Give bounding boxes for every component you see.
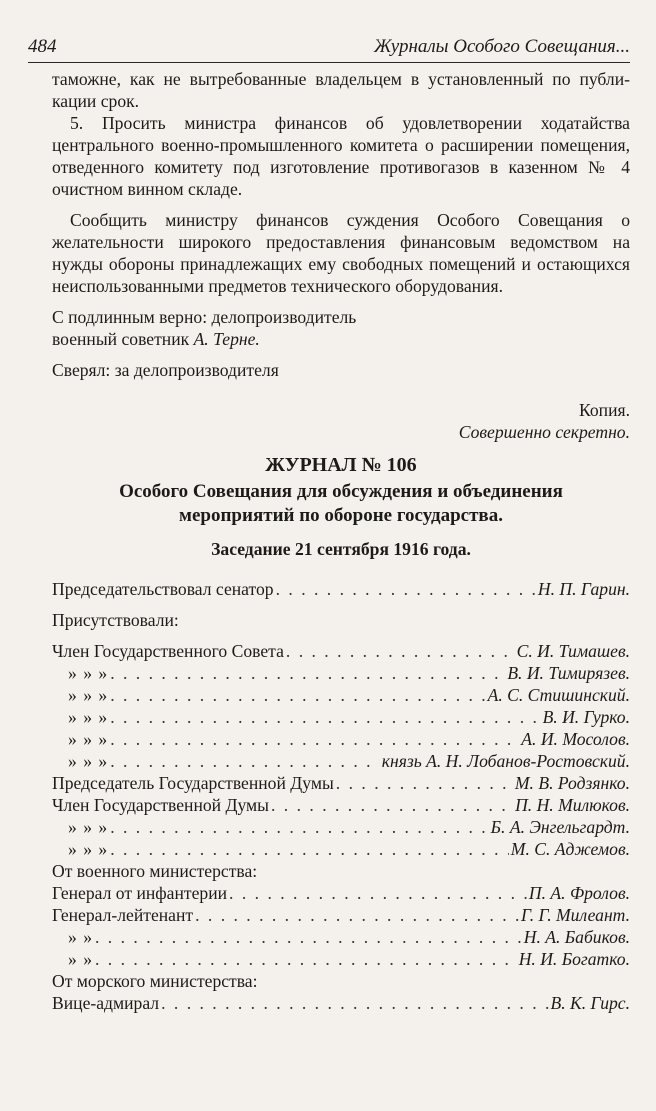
header-rule xyxy=(28,62,630,63)
attendee-name: Б. А. Энгельгардт. xyxy=(490,817,630,837)
leader-dots xyxy=(336,772,513,794)
inform-paragraph: Сообщить министру финансов суждения Особого Совещания о желательности широкого предоставления финансовым ведомством на нужды обороны принадлежащих ему свободных помещений и остающихся неиспользованными предметов технического оборудования. xyxy=(52,210,630,296)
chair-name: Н. П. Гарин. xyxy=(537,579,630,599)
attendee-name: П. А. Фролов. xyxy=(528,883,630,903)
leader-dots xyxy=(95,948,517,970)
running-title: Журналы Особого Совещания... xyxy=(373,36,630,57)
leader-dots xyxy=(110,750,380,772)
ditto-mark: » » » xyxy=(68,817,109,837)
leader-dots xyxy=(110,706,540,728)
attendee-name: М. В. Родзянко. xyxy=(514,773,630,793)
ditto-mark: » » » xyxy=(68,839,109,859)
attendee-row xyxy=(52,926,630,948)
chair-row xyxy=(52,578,630,600)
leader-dots xyxy=(110,728,519,750)
attendee-title: Член Государственного Совета xyxy=(52,641,284,661)
ditto-mark: » » xyxy=(68,949,93,969)
page-body xyxy=(52,68,630,1014)
secret-mark: Совершенно секретно. xyxy=(458,422,630,442)
attendee-name: А. И. Мосолов. xyxy=(521,729,630,749)
leader-dots xyxy=(95,926,522,948)
ditto-mark: » » » xyxy=(68,663,109,683)
journal-subtitle-2: мероприятий по обороне государства. xyxy=(179,505,503,526)
navy-ministry-list xyxy=(52,992,630,1014)
attendee-row xyxy=(52,684,630,706)
leader-dots xyxy=(110,816,488,838)
leader-dots xyxy=(229,882,527,904)
chair-label: Председательствовал сенатор xyxy=(52,579,274,599)
attendee-row xyxy=(52,772,630,794)
signer-title: военный советник xyxy=(52,329,194,349)
war-ministry-heading: От военного министерства: xyxy=(52,861,258,881)
page-number: 484 xyxy=(28,36,57,57)
attendee-title: Член Государственной Думы xyxy=(52,795,269,815)
attendee-title: Вице-адмирал xyxy=(52,993,160,1013)
page-header xyxy=(28,30,630,58)
attendee-row xyxy=(52,640,630,662)
leader-dots xyxy=(271,794,513,816)
present-label: Присутствовали: xyxy=(52,610,179,630)
leader-dots xyxy=(110,684,485,706)
attendee-title: Генерал от инфантерии xyxy=(52,883,228,903)
attendee-row xyxy=(52,706,630,728)
attendee-row xyxy=(52,904,630,926)
attendee-row xyxy=(52,728,630,750)
session-date: Заседание 21 сентября 1916 года. xyxy=(211,539,471,559)
attendee-title: Генерал-лейтенант xyxy=(52,905,194,925)
attendee-name: князь А. Н. Лобанов-Ростовский. xyxy=(381,751,630,771)
attendee-name: М. С. Аджемов. xyxy=(510,839,630,859)
attendee-row xyxy=(52,882,630,904)
attendee-name: В. К. Гирс. xyxy=(550,993,630,1013)
leader-dots xyxy=(161,992,548,1014)
attendee-name: В. И. Гурко. xyxy=(542,707,630,727)
ditto-mark: » » xyxy=(68,927,93,947)
attendee-name: Н. И. Богатко. xyxy=(518,949,630,969)
attendee-name: Н. А. Бабиков. xyxy=(523,927,630,947)
certification-line: С подлинным верно: делопроизводитель xyxy=(52,307,357,327)
leader-dots xyxy=(195,904,519,926)
attendee-row xyxy=(52,992,630,1014)
journal-subtitle-1: Особого Совещания для обсуждения и объединения xyxy=(119,481,563,502)
attendee-row xyxy=(52,816,630,838)
attendee-row xyxy=(52,948,630,970)
signer-name: А. Терне. xyxy=(193,329,260,349)
attendee-title: Председатель Государственной Думы xyxy=(52,773,334,793)
attendee-name: С. И. Тимашев. xyxy=(516,641,630,661)
attendee-row xyxy=(52,794,630,816)
attendee-name: В. И. Тимирязев. xyxy=(507,663,630,683)
item-5-paragraph: 5. Просить министра финансов об удовлетворении ходатайства центрального военно-промышленного комитета о расширении помещения, отведенного комитету под изготовление противогазов в казенном № 4 очистном винном складе. xyxy=(52,113,630,199)
attendee-name: А. С. Стишинский. xyxy=(487,685,630,705)
attendee-row xyxy=(52,838,630,860)
leader-dots xyxy=(286,640,515,662)
attendee-name: П. Н. Милюков. xyxy=(515,795,630,815)
attendee-row xyxy=(52,662,630,684)
ditto-mark: » » » xyxy=(68,685,109,705)
journal-title: ЖУРНАЛ № 106 xyxy=(265,454,417,476)
leader-dots xyxy=(276,578,536,600)
copy-mark: Копия. xyxy=(579,400,630,420)
attendees-list xyxy=(52,640,630,860)
navy-ministry-heading: От морского министерства: xyxy=(52,971,258,991)
intro-paragraph: таможне, как не вытребованные владельцем в установленный по публи-кации срок. xyxy=(52,69,630,111)
ditto-mark: » » » xyxy=(68,751,109,771)
leader-dots xyxy=(110,838,509,860)
certification-signer xyxy=(52,328,630,350)
ditto-mark: » » » xyxy=(68,707,109,727)
ditto-mark: » » » xyxy=(68,729,109,749)
attendee-row xyxy=(52,750,630,772)
verified-line: Сверял: за делопроизводителя xyxy=(52,360,279,380)
attendee-name: Г. Г. Милеант. xyxy=(521,905,630,925)
leader-dots xyxy=(110,662,505,684)
war-ministry-list xyxy=(52,882,630,970)
